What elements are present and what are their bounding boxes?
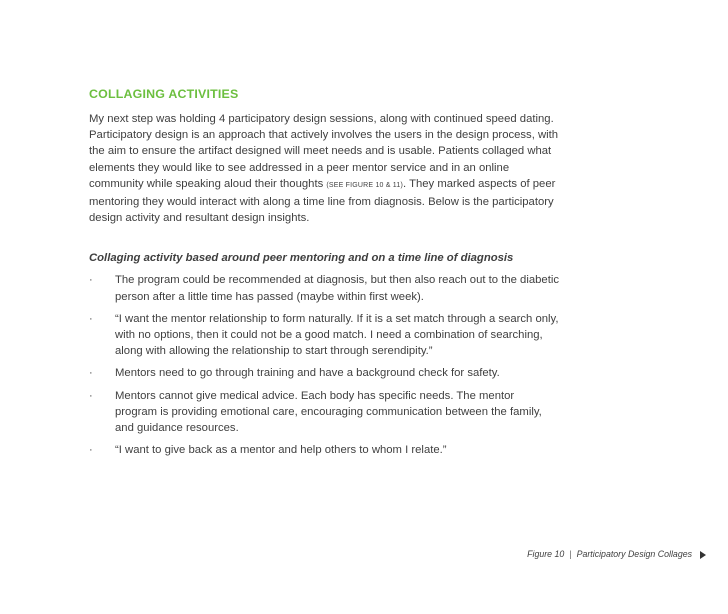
activity-heading: Collaging activity based around peer mentoring and on a time line of diagnosis [89,252,514,265]
caption-separator: | [569,549,572,559]
list-item-text: Mentors need to go through training and have a background check for safety. [115,367,500,380]
bullet-icon: · [89,274,93,287]
list-item [89,388,559,437]
list-item [89,365,559,381]
figure-title: Participatory Design Collages [576,549,692,559]
list-item [89,272,559,304]
bullet-icon: · [89,444,93,457]
list-item [89,311,559,360]
section-heading: COLLAGING ACTIVITIES [89,87,239,101]
bullet-icon: · [89,312,93,325]
figure-reference: (SEE FIGURE 10 & 11) [326,181,403,189]
list-item-text: The program could be recommended at diagnosis, but then also reach out to the diabetic person after a little time has passed (maybe within first week). [115,274,559,303]
right-arrow-icon[interactable] [700,551,706,559]
figure-caption [527,548,706,560]
bullet-icon: · [89,389,93,402]
intro-paragraph [89,111,559,226]
content-column [89,86,559,464]
figure-number: Figure 10 [527,549,565,559]
intro-text-start: My next step was holding 4 participatory design sessions, along with continued speed dating. Participatory design is an approach that actively involves the users in the design process, with the aim to ensure the artifact designed will meet needs and is usable. Patients collaged what elements they would like to see addressed in a peer mentor service and in an online community while speaking aloud their thoughts [89,113,559,190]
insights-list [89,272,559,458]
list-item-text: “I want to give back as a mentor and help others to whom I relate.” [115,444,447,457]
intro-text-end: . They marked aspects of peer mentoring they would interact with along a time line from diagnosis. Below is the participatory design activity and resultant design insights. [89,177,556,225]
list-item-text: Mentors cannot give medical advice. Each body has specific needs. The mentor program is providing emotional care, encouraging communication between the family, and guidance resources. [115,389,542,435]
bullet-icon: · [89,367,93,380]
list-item-text: “I want the mentor relationship to form naturally. If it is a set match through a search only, with no options, then it could not be a good match. I need a combination of searching, along with allowing the relationship to start through serendipity.” [115,312,559,358]
list-item [89,442,559,458]
